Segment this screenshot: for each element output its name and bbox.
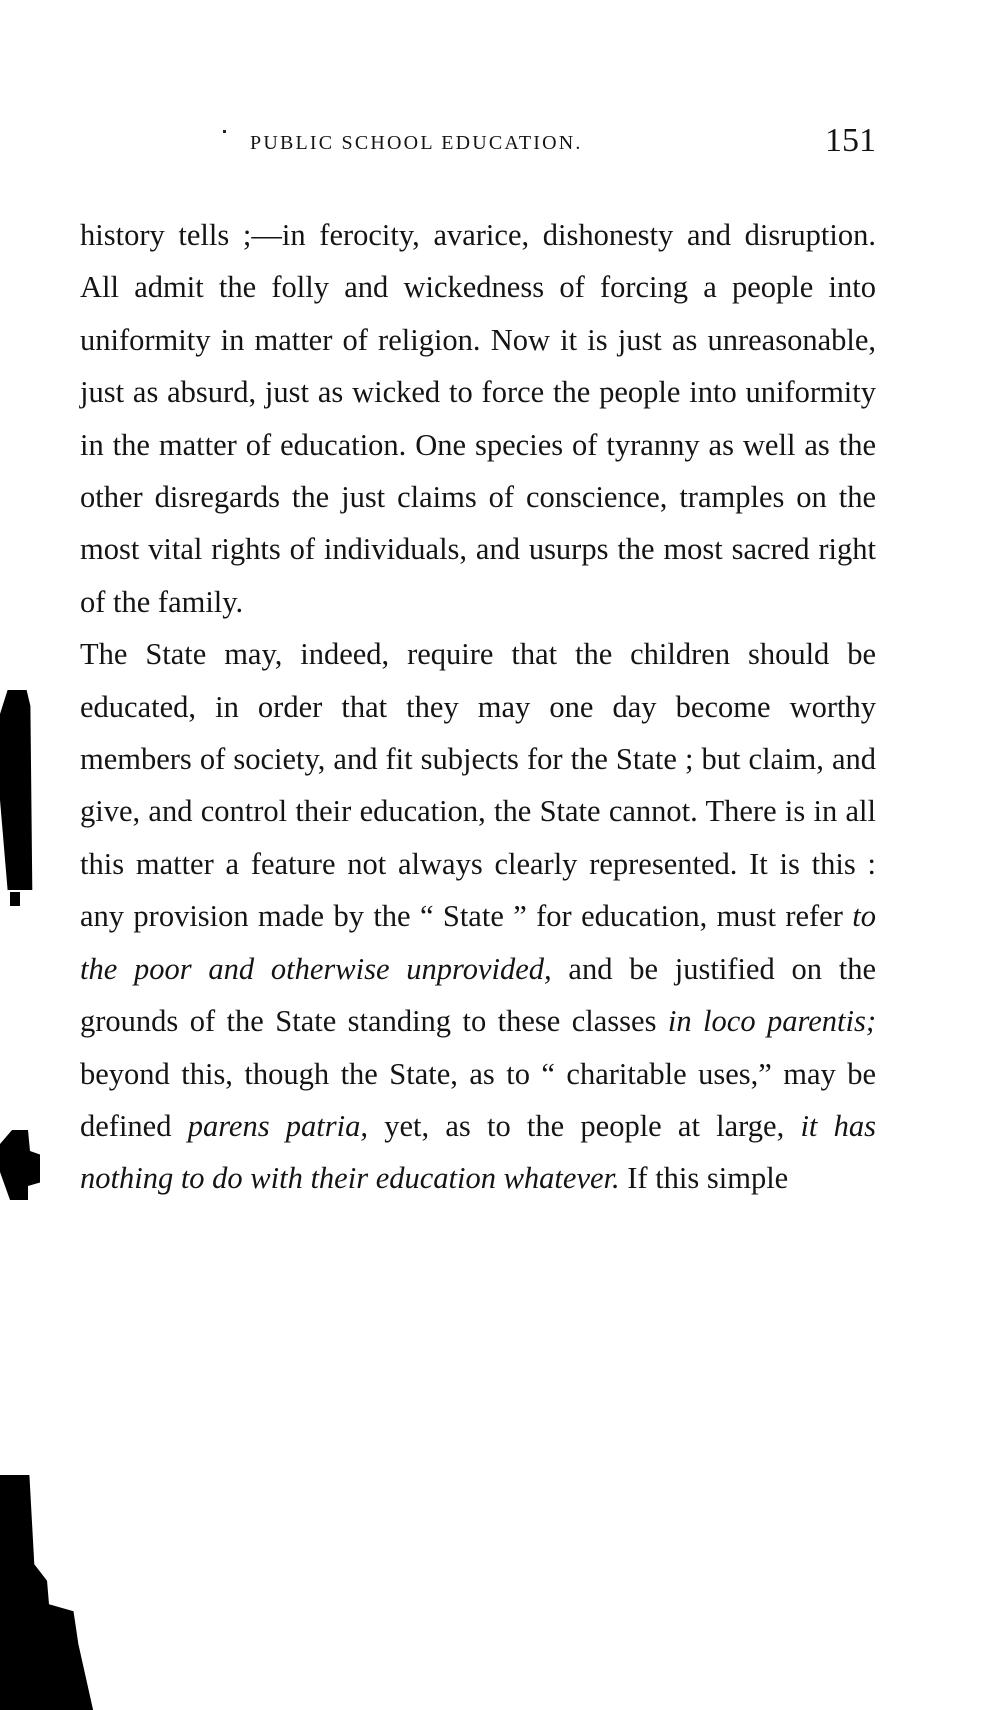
- scan-edge-shadow: [0, 1130, 40, 1200]
- scan-edge-shadow: [10, 892, 20, 906]
- running-title: PUBLIC SCHOOL EDUCATION.: [250, 132, 583, 154]
- paragraph-2-italic-3: parens patria,: [187, 1108, 368, 1143]
- scan-edge-shadow: [0, 1475, 98, 1710]
- paragraph-2-text-1: The State may, indeed, require that the children should be educated, in order that they may one day become worthy members of society, and fit subjects for the State ; but claim, and give, and control their education, the State cannot. There is in all this matter a feature not always clearly represented. It is this : any provision made by the “ State ” for education, must refer: [80, 637, 876, 934]
- paragraph-1: [80, 209, 876, 628]
- body-text: [80, 209, 876, 1205]
- paragraph-1-text: history tells ;—in ferocity, avarice, dishonesty and disruption. All admit the folly and wickedness of forcing a people into uniformity in matter of religion. Now it is just as unreasonable, just as absurd, just as wicked to force the people into uniformity in the matter of education. One species of tyranny as well as the other disregards the just claims of conscience, tramples on the most vital rights of individuals, and usurps the most sacred right of the family.: [80, 218, 876, 619]
- paragraph-2-italic-1: to the poor and otherwise unprovided,: [80, 899, 876, 986]
- paragraph-2-text-5: If this simple: [619, 1161, 789, 1196]
- page-header: [250, 122, 890, 162]
- scan-edge-shadow: [0, 690, 38, 890]
- paragraph-2-italic-2: in loco parentis;: [667, 1004, 877, 1039]
- printer-tick-mark: [223, 130, 226, 133]
- paragraph-2-italic-4: it has nothing to do with their education whatever.: [80, 1108, 876, 1196]
- paragraph-2: [80, 628, 876, 1204]
- paragraph-2-text-4: yet, as to the people at large,: [368, 1108, 801, 1143]
- page-number: 151: [825, 122, 876, 159]
- paragraph-2-text-3: beyond this, though the State, as to “ charitable uses,” may be defined: [80, 1056, 876, 1143]
- paragraph-2-text-2: and be justified on the grounds of the State standing to these classes: [80, 951, 876, 1039]
